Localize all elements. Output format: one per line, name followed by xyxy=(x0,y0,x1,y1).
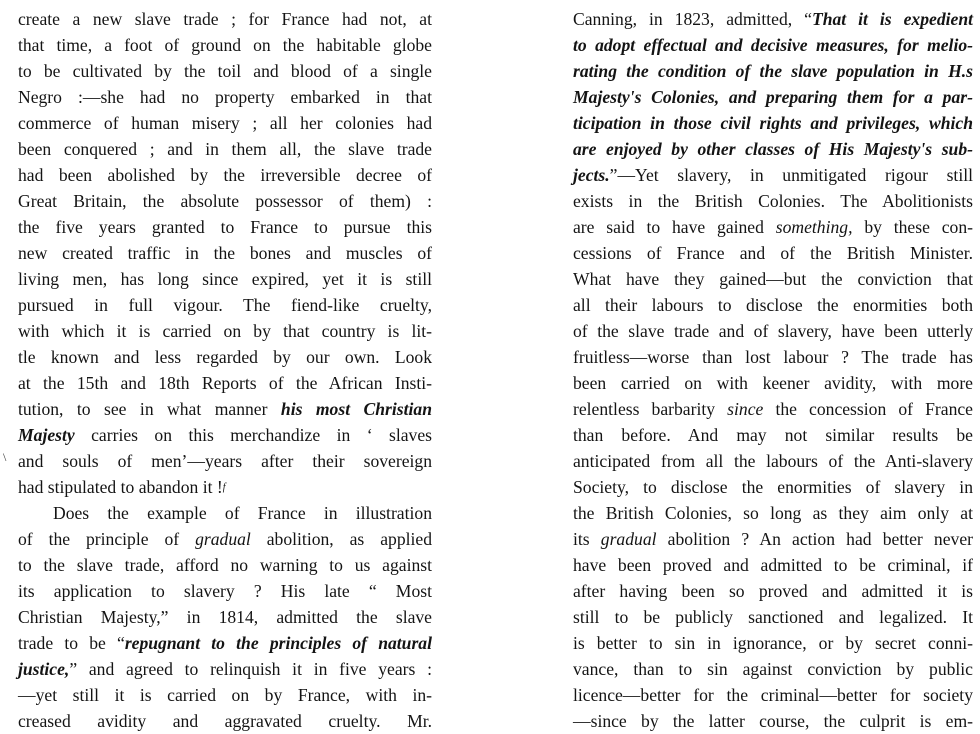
text-line: is better to sin in ignorance, or by secret conni- xyxy=(573,633,973,653)
text-line: its gradual abolition ? An action had better never xyxy=(573,529,973,549)
text-line: Does the example of France in illustration xyxy=(53,503,432,523)
text-line: Great Britain, the absolute possessor of them) : xyxy=(18,191,432,211)
text-line: tution, to see in what manner his most Christian xyxy=(18,399,432,419)
text-line: are enjoyed by other classes of His Majesty's sub- xyxy=(573,139,973,159)
text-line: Canning, in 1823, admitted, “That it is expedient xyxy=(573,9,973,29)
text-line: tle known and less regarded by our own. Look xyxy=(18,347,432,367)
text-line: had stipulated to abandon it !f xyxy=(18,477,226,497)
text-line: at the 15th and 18th Reports of the African Insti- xyxy=(18,373,432,393)
text-line: trade to be “repugnant to the principles of natural xyxy=(18,633,432,653)
text-line: been carried on with keener avidity, with more xyxy=(573,373,973,393)
text-line: living men, has long since expired, yet it is still xyxy=(18,269,432,289)
footnote-reference: f xyxy=(222,482,226,493)
text-line: relentless barbarity since the concession of France xyxy=(573,399,973,419)
text-line: and souls of men’—years after their sovereign xyxy=(18,451,432,471)
text-line: rating the condition of the slave population in H.s xyxy=(573,61,973,81)
text-line: licence—better for the criminal—better for society xyxy=(573,685,973,705)
text-line: Society, to disclose the enormities of slavery in xyxy=(573,477,973,497)
text-line: of the slave trade and of slavery, have been utterly xyxy=(573,321,973,341)
text-line: —since by the latter course, the culprit is em- xyxy=(573,711,973,731)
text-line: commerce of human misery ; all her colonies had xyxy=(18,113,432,133)
text-line: create a new slave trade ; for France had not, at xyxy=(18,9,432,29)
text-line: fruitless—worse than lost labour ? The trade has xyxy=(573,347,973,367)
text-line: Majesty's Colonies, and preparing them for a par- xyxy=(573,87,973,107)
margin-mark: \ xyxy=(3,450,7,464)
text-line: Negro :—she had no property embarked in that xyxy=(18,87,432,107)
text-line: What have they gained—but the conviction that xyxy=(573,269,973,289)
text-line: anticipated from all the labours of the Anti-slavery xyxy=(573,451,973,471)
text-line: still to be publicly sanctioned and legalized. It xyxy=(573,607,973,627)
text-line: pursued in full vigour. The fiend-like cruelty, xyxy=(18,295,432,315)
text-line: to adopt effectual and decisive measures, for melio- xyxy=(573,35,973,55)
text-line: exists in the British Colonies. The Abolitionists xyxy=(573,191,973,211)
text-line: justice,” and agreed to relinquish it in five years : xyxy=(18,659,432,679)
text-line: jects.”—Yet slavery, in unmitigated rigour still xyxy=(573,165,973,185)
text-line: the British Colonies, so long as they aim only at xyxy=(573,503,973,523)
text-line: Majesty carries on this merchandize in ‘ slaves xyxy=(18,425,432,445)
text-line: the five years granted to France to pursue this xyxy=(18,217,432,237)
text-line: been conquered ; and in them all, the slave trade xyxy=(18,139,432,159)
text-line: its application to slavery ? His late “ Most xyxy=(18,581,432,601)
text-line: had been abolished by the irreversible decree of xyxy=(18,165,432,185)
text-line: have been proved and admitted to be criminal, if xyxy=(573,555,973,575)
text-line: vance, than to sin against conviction by public xyxy=(573,659,973,679)
text-line: after having been so proved and admitted it is xyxy=(573,581,973,601)
text-line: cessions of France and of the British Minister. xyxy=(573,243,973,263)
text-line: creased avidity and aggravated cruelty. Mr. xyxy=(18,711,432,731)
text-line: to be cultivated by the toil and blood of a single xyxy=(18,61,432,81)
text-line: new created traffic in the bones and muscles of xyxy=(18,243,432,263)
text-line: —yet still it is carried on by France, with in- xyxy=(18,685,432,705)
text-line: of the principle of gradual abolition, as applied xyxy=(18,529,432,549)
text-line: Christian Majesty,” in 1814, admitted the slave xyxy=(18,607,432,627)
text-line: are said to have gained something, by these con- xyxy=(573,217,973,237)
text-line: all their labours to disclose the enormities both xyxy=(573,295,973,315)
text-line: ticipation in those civil rights and privileges, which xyxy=(573,113,973,133)
text-line: with which it is carried on by that country is lit- xyxy=(18,321,432,341)
text-line: than before. And may not similar results be xyxy=(573,425,973,445)
text-line: that time, a foot of ground on the habitable globe xyxy=(18,35,432,55)
text-line: to the slave trade, afford no warning to us against xyxy=(18,555,432,575)
